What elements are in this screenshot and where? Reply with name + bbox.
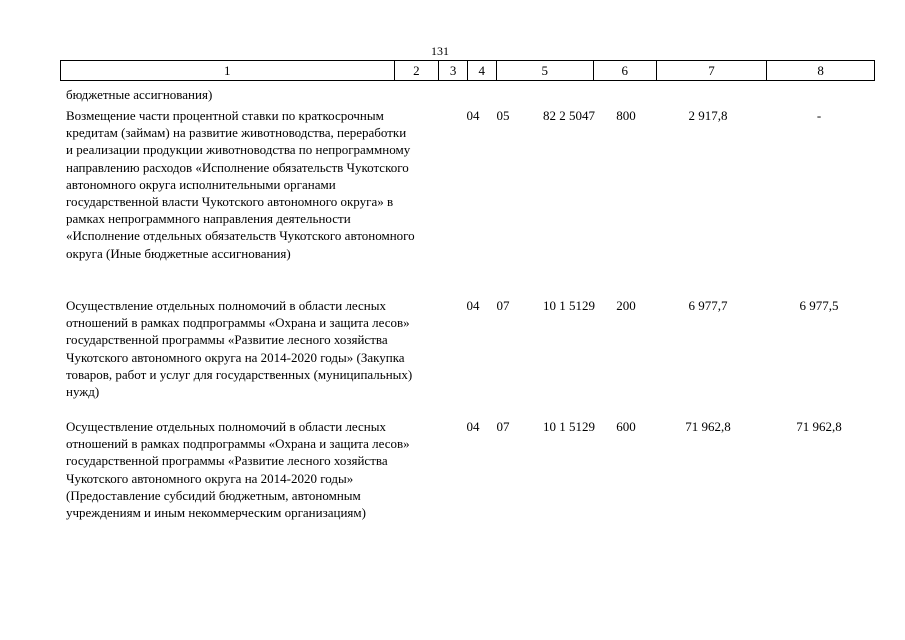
header-col-8: 8 <box>817 63 824 78</box>
header-col-5: 5 <box>497 61 594 80</box>
row-description: Возмещение части процентной ставки по краткосрочным кредитам (займам) на развитие животноводства, переработки и реализации продукции животноводства по непрограммному направлению расходов «Исполнение обязательств Чукотского автономного округа исполнительными органами государственной власти Чукотского автономного округа» в рамках непрограммного направления деятельности «Исполнение отдельных обязательств Чукотского автономного округа (Иные бюджетные ассигнования) <box>66 108 415 261</box>
row-sum-1: 71 962,8 <box>685 419 731 434</box>
row-sum-2: 71 962,8 <box>796 419 842 434</box>
row-razdel: 04 <box>466 108 480 123</box>
row-vr: 600 <box>616 419 636 434</box>
row-description: Осуществление отдельных полномочий в области лесных отношений в рамках подпрограммы «Охрана и защита лесов» государственной программы «Развитие лесного хозяйства Чукотского автономного округа на 2014-2020 годы» (Предоставление субсидий бюджетным, автономным учреждениям и иным некоммерческим организациям) <box>66 419 410 521</box>
row-vr: 200 <box>616 298 636 313</box>
row-razdel: 04 <box>466 298 480 313</box>
header-col-3: 3 <box>439 61 468 80</box>
row-podrazdel: 07 <box>496 419 510 434</box>
row-vr: 800 <box>616 108 636 123</box>
row-sum-1: 6 977,7 <box>688 298 728 313</box>
header-col-2: 2 <box>395 61 440 80</box>
continuation-text: бюджетные ассигнования) <box>66 87 213 102</box>
header-col-4: 4 <box>468 61 497 80</box>
header-col-6: 6 <box>594 61 657 80</box>
row-podrazdel: 05 <box>496 108 510 123</box>
row-sum-1: 2 917,8 <box>688 108 728 123</box>
header-col-1: 1 <box>61 61 395 80</box>
row-csr: 10 1 5129 <box>543 298 595 313</box>
row-csr: 10 1 5129 <box>543 419 595 434</box>
row-csr: 82 2 5047 <box>543 108 595 123</box>
row-description: Осуществление отдельных полномочий в области лесных отношений в рамках подпрограммы «Охрана и защита лесов» государственной программы «Развитие лесного хозяйства Чукотского автономного округа на 2014-2020 годы» (Закупка товаров, работ и услуг для государственных (муниципальных) нужд) <box>66 298 413 400</box>
row-razdel: 04 <box>466 419 480 434</box>
page-number: 131 <box>431 44 449 58</box>
header-col-7: 7 <box>657 61 768 80</box>
row-sum-2: 6 977,5 <box>799 298 839 313</box>
row-sum-2: - <box>816 108 822 123</box>
table-header-row <box>60 60 875 81</box>
row-podrazdel: 07 <box>496 298 510 313</box>
